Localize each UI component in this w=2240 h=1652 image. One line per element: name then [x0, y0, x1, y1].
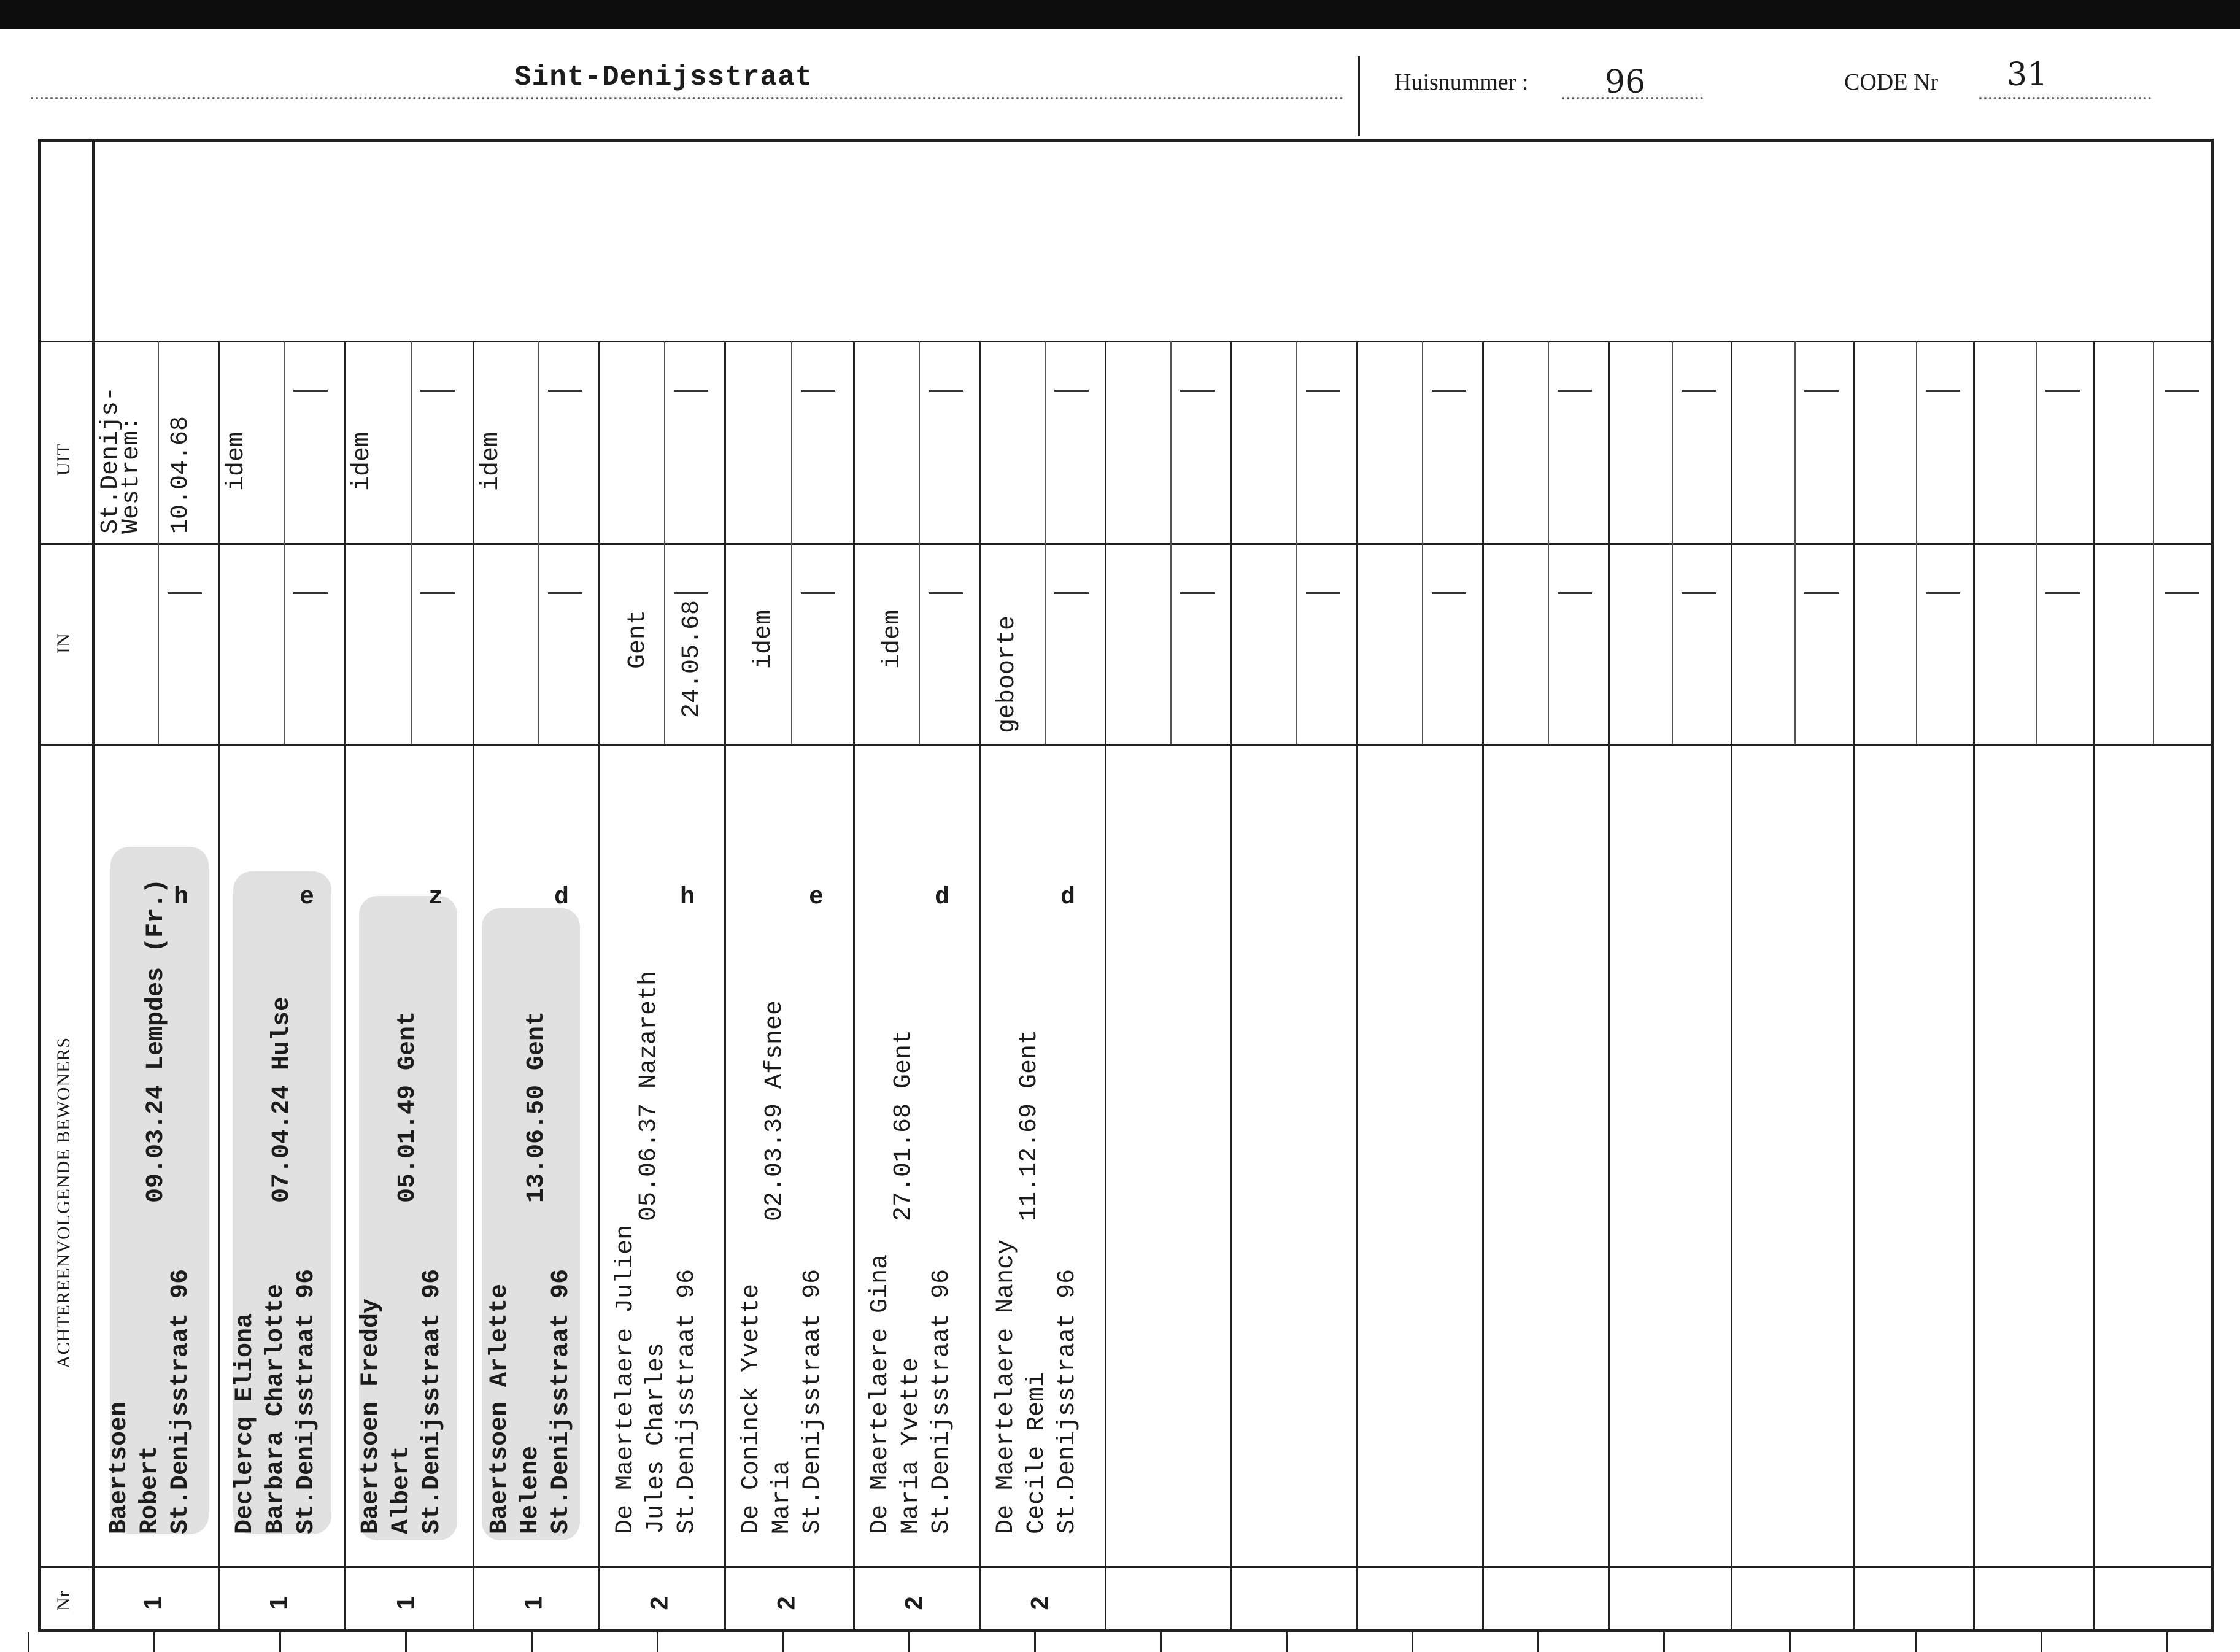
resident-firstnames: Helene: [517, 1445, 544, 1534]
bottom-tick: [1663, 1632, 1665, 1652]
uit-dash-mark: [1054, 390, 1089, 392]
resident-address: St.Denijsstraat 96: [799, 1268, 827, 1534]
uit-place: idem: [477, 431, 505, 491]
in-dash-mark: [1306, 592, 1340, 594]
in-subcolumn: [1916, 543, 1917, 744]
in-subcolumn: [1794, 543, 1796, 744]
resident-relation: d: [1060, 884, 1076, 911]
column-divider: [598, 341, 600, 1632]
uit-dash-mark: [1926, 390, 1960, 392]
uit-dash-mark: [1682, 390, 1716, 392]
in-subcolumn: [2153, 543, 2154, 744]
resident-surname: De Coninck Yvette: [738, 1283, 765, 1534]
bottom-tick: [279, 1632, 281, 1652]
table-top-border: [38, 139, 2213, 142]
resident-relation: h: [174, 884, 189, 911]
in-subcolumn: [1548, 543, 1549, 744]
resident-firstnames: Maria: [768, 1460, 796, 1534]
uit-subcolumn: [1548, 341, 1549, 543]
in-place: Gent: [624, 609, 652, 669]
in-subcolumn: [2036, 543, 2037, 744]
uit-subcolumn: [1794, 341, 1796, 543]
resident-surname: Baertsoen: [106, 1401, 133, 1534]
resident-surname: De Maertelaere Gina: [867, 1254, 894, 1534]
column-divider: [1482, 341, 1484, 1632]
uit-dash-mark: [420, 390, 455, 392]
in-subcolumn: [919, 543, 920, 744]
uit-dash-mark: [2165, 390, 2199, 392]
street-name: Sint-Denijsstraat: [514, 61, 813, 93]
uit-place: St.Denijs- Westrem:: [97, 386, 145, 534]
bottom-tick: [2041, 1632, 2042, 1652]
in-dash-mark: [2165, 592, 2199, 594]
in-subcolumn: [1672, 543, 1673, 744]
in-dash-mark: [548, 592, 582, 594]
inner-left-border: [92, 139, 95, 1632]
uit-subcolumn: [1422, 341, 1423, 543]
bottom-tick: [2166, 1632, 2168, 1652]
in-subcolumn: [538, 543, 539, 744]
resident-address: St.Denijsstraat 96: [928, 1268, 956, 1534]
uit-subcolumn: [1672, 341, 1673, 543]
bottom-tick: [782, 1632, 784, 1652]
column-divider: [473, 341, 474, 1632]
in-subcolumn: [791, 543, 792, 744]
uit-subcolumn: [411, 341, 412, 543]
bottom-tick: [405, 1632, 407, 1652]
resident-birth: 13.06.50 Gent: [523, 1011, 550, 1203]
resident-birth: 09.03.24 Lempdes (Fr.): [142, 878, 170, 1203]
resident-firstnames: Jules Charles: [643, 1342, 670, 1534]
resident-nr: 1: [520, 1596, 547, 1610]
in-dash-mark: [674, 592, 708, 594]
uit-subcolumn: [158, 341, 159, 543]
section-label-residents: ACHTEREENVOLGENDE BEWONERS: [53, 1036, 74, 1368]
resident-birth: 05.01.49 Gent: [394, 1011, 422, 1203]
uit-dash-mark: [801, 390, 835, 392]
in-dash-mark: [1054, 592, 1089, 594]
in-dash-mark: [2045, 592, 2080, 594]
resident-relation: d: [554, 884, 570, 911]
in-dash-mark: [168, 592, 202, 594]
resident-surname: De Maertelaere Nancy: [992, 1239, 1020, 1534]
resident-surname: De Maertelaere Julien: [612, 1224, 639, 1534]
section-label-nr: Nr: [53, 1590, 74, 1611]
bottom-tick: [1537, 1632, 1539, 1652]
in-subcolumn: [1296, 543, 1297, 744]
in-place: idem: [750, 609, 778, 669]
bottom-tick: [28, 1632, 29, 1652]
resident-birth: 27.01.68 Gent: [890, 1029, 917, 1221]
resident-nr: 2: [773, 1596, 800, 1610]
row-divider: [92, 744, 2213, 746]
in-dash-mark: [801, 592, 835, 594]
column-divider: [1853, 341, 1855, 1632]
resident-relation: z: [428, 884, 444, 911]
uit-subcolumn: [919, 341, 920, 543]
uit-dash-mark: [1306, 390, 1340, 392]
in-place: idem: [879, 609, 906, 669]
table-bottom-border: [38, 1629, 2213, 1632]
in-dash-mark: [293, 592, 328, 594]
resident-nr: 1: [139, 1596, 167, 1610]
resident-address: St.Denijsstraat 96: [547, 1268, 575, 1534]
in-subcolumn: [664, 543, 665, 744]
uit-subcolumn: [1170, 341, 1172, 543]
in-subcolumn: [411, 543, 412, 744]
uit-dash-mark: [929, 390, 963, 392]
uit-subcolumn: [1916, 341, 1917, 543]
uit-subcolumn: [1045, 341, 1046, 543]
column-divider: [2093, 341, 2095, 1632]
resident-nr: 1: [392, 1596, 420, 1610]
resident-birth: 07.04.24 Hulse: [268, 996, 296, 1203]
resident-relation: d: [935, 884, 950, 911]
row-divider-label: [38, 543, 92, 545]
resident-address: St.Denijsstraat 96: [1054, 1268, 1081, 1534]
in-subcolumn: [1170, 543, 1172, 744]
house-number-label: Huisnummer :: [1394, 69, 1529, 95]
row-divider: [92, 1566, 2213, 1568]
in-dash-mark: [929, 592, 963, 594]
bottom-tick: [908, 1632, 910, 1652]
table-right-border: [2211, 139, 2214, 1632]
section-label-uit: UIT: [53, 443, 74, 476]
uit-dash-mark: [1432, 390, 1466, 392]
uit-subcolumn: [2036, 341, 2037, 543]
resident-birth: 11.12.69 Gent: [1016, 1029, 1043, 1221]
uit-subcolumn: [2153, 341, 2154, 543]
column-divider: [853, 341, 855, 1632]
resident-nr: 1: [265, 1596, 293, 1610]
bottom-tick: [1286, 1632, 1288, 1652]
uit-place: idem: [223, 431, 250, 491]
resident-birth: 05.06.37 Nazareth: [635, 970, 663, 1221]
uit-subcolumn: [538, 341, 539, 543]
resident-surname: Baertsoen Arlette: [486, 1283, 514, 1534]
bottom-tick: [657, 1632, 658, 1652]
uit-dash-mark: [1180, 390, 1215, 392]
uit-place: idem: [349, 431, 376, 491]
in-dash-mark: [1804, 592, 1839, 594]
bottom-tick: [1789, 1632, 1791, 1652]
uit-date: 10.04.68: [167, 415, 195, 534]
resident-address: St.Denijsstraat 96: [167, 1268, 195, 1534]
uit-dash-mark: [1558, 390, 1592, 392]
resident-relation: e: [299, 884, 315, 911]
column-divider: [218, 341, 220, 1632]
uit-dash-mark: [2045, 390, 2080, 392]
code-label: CODE Nr: [1844, 69, 1939, 95]
column-divider: [1105, 341, 1106, 1632]
resident-firstnames: Robert: [136, 1445, 164, 1534]
resident-relation: h: [680, 884, 695, 911]
in-subcolumn: [158, 543, 159, 744]
bottom-tick: [1034, 1632, 1036, 1652]
resident-relation: e: [809, 884, 824, 911]
bottom-tick: [1412, 1632, 1413, 1652]
resident-nr: 2: [1026, 1596, 1054, 1610]
uit-dash-mark: [674, 390, 708, 392]
uit-dash-mark: [293, 390, 328, 392]
column-divider: [344, 341, 346, 1632]
column-divider: [1973, 341, 1975, 1632]
resident-firstnames: Maria Yvette: [897, 1357, 925, 1534]
uit-subcolumn: [1296, 341, 1297, 543]
row-divider-label: [38, 341, 92, 342]
column-divider: [1608, 341, 1610, 1632]
uit-subcolumn: [664, 341, 665, 543]
in-subcolumn: [1045, 543, 1046, 744]
resident-firstnames: Barbara Charlotte: [262, 1283, 290, 1534]
uit-dash-mark: [548, 390, 582, 392]
in-dash-mark: [1180, 592, 1215, 594]
in-place: geboorte: [994, 615, 1021, 733]
section-label-in: IN: [53, 633, 74, 654]
row-divider-label: [38, 1566, 92, 1568]
uit-subcolumn: [284, 341, 285, 543]
resident-nr: 2: [900, 1596, 928, 1610]
bottom-tick: [1915, 1632, 1917, 1652]
house-number-value: 96: [1605, 64, 1646, 101]
in-dash-mark: [420, 592, 455, 594]
resident-nr: 2: [646, 1596, 673, 1610]
uit-subcolumn: [791, 341, 792, 543]
code-value: 31: [2007, 56, 2048, 93]
bottom-tick: [531, 1632, 533, 1652]
in-dash-mark: [1682, 592, 1716, 594]
column-divider: [1356, 341, 1358, 1632]
column-divider: [724, 341, 726, 1632]
resident-address: St.Denijsstraat 96: [673, 1268, 701, 1534]
in-dash-mark: [1926, 592, 1960, 594]
resident-address: St.Denijsstraat 96: [419, 1268, 446, 1534]
table-left-border: [38, 139, 41, 1632]
bottom-tick: [153, 1632, 155, 1652]
column-divider: [1230, 341, 1232, 1632]
resident-firstnames: Albert: [388, 1445, 415, 1534]
resident-surname: Declercq Eliona: [231, 1313, 259, 1534]
row-divider-label: [38, 744, 92, 746]
column-divider: [979, 341, 981, 1632]
bottom-tick: [1160, 1632, 1162, 1652]
resident-address: St.Denijsstraat 96: [293, 1268, 320, 1534]
in-subcolumn: [1422, 543, 1423, 744]
resident-firstnames: Cecile Remi: [1023, 1372, 1051, 1534]
in-date: 24.05.68: [678, 600, 706, 718]
resident-birth: 02.03.39 Afsnee: [761, 1000, 789, 1221]
uit-dash-mark: [1804, 390, 1839, 392]
in-subcolumn: [284, 543, 285, 744]
in-dash-mark: [1558, 592, 1592, 594]
column-divider: [1731, 341, 1732, 1632]
in-dash-mark: [1432, 592, 1466, 594]
resident-surname: Baertsoen Freddy: [357, 1298, 385, 1534]
